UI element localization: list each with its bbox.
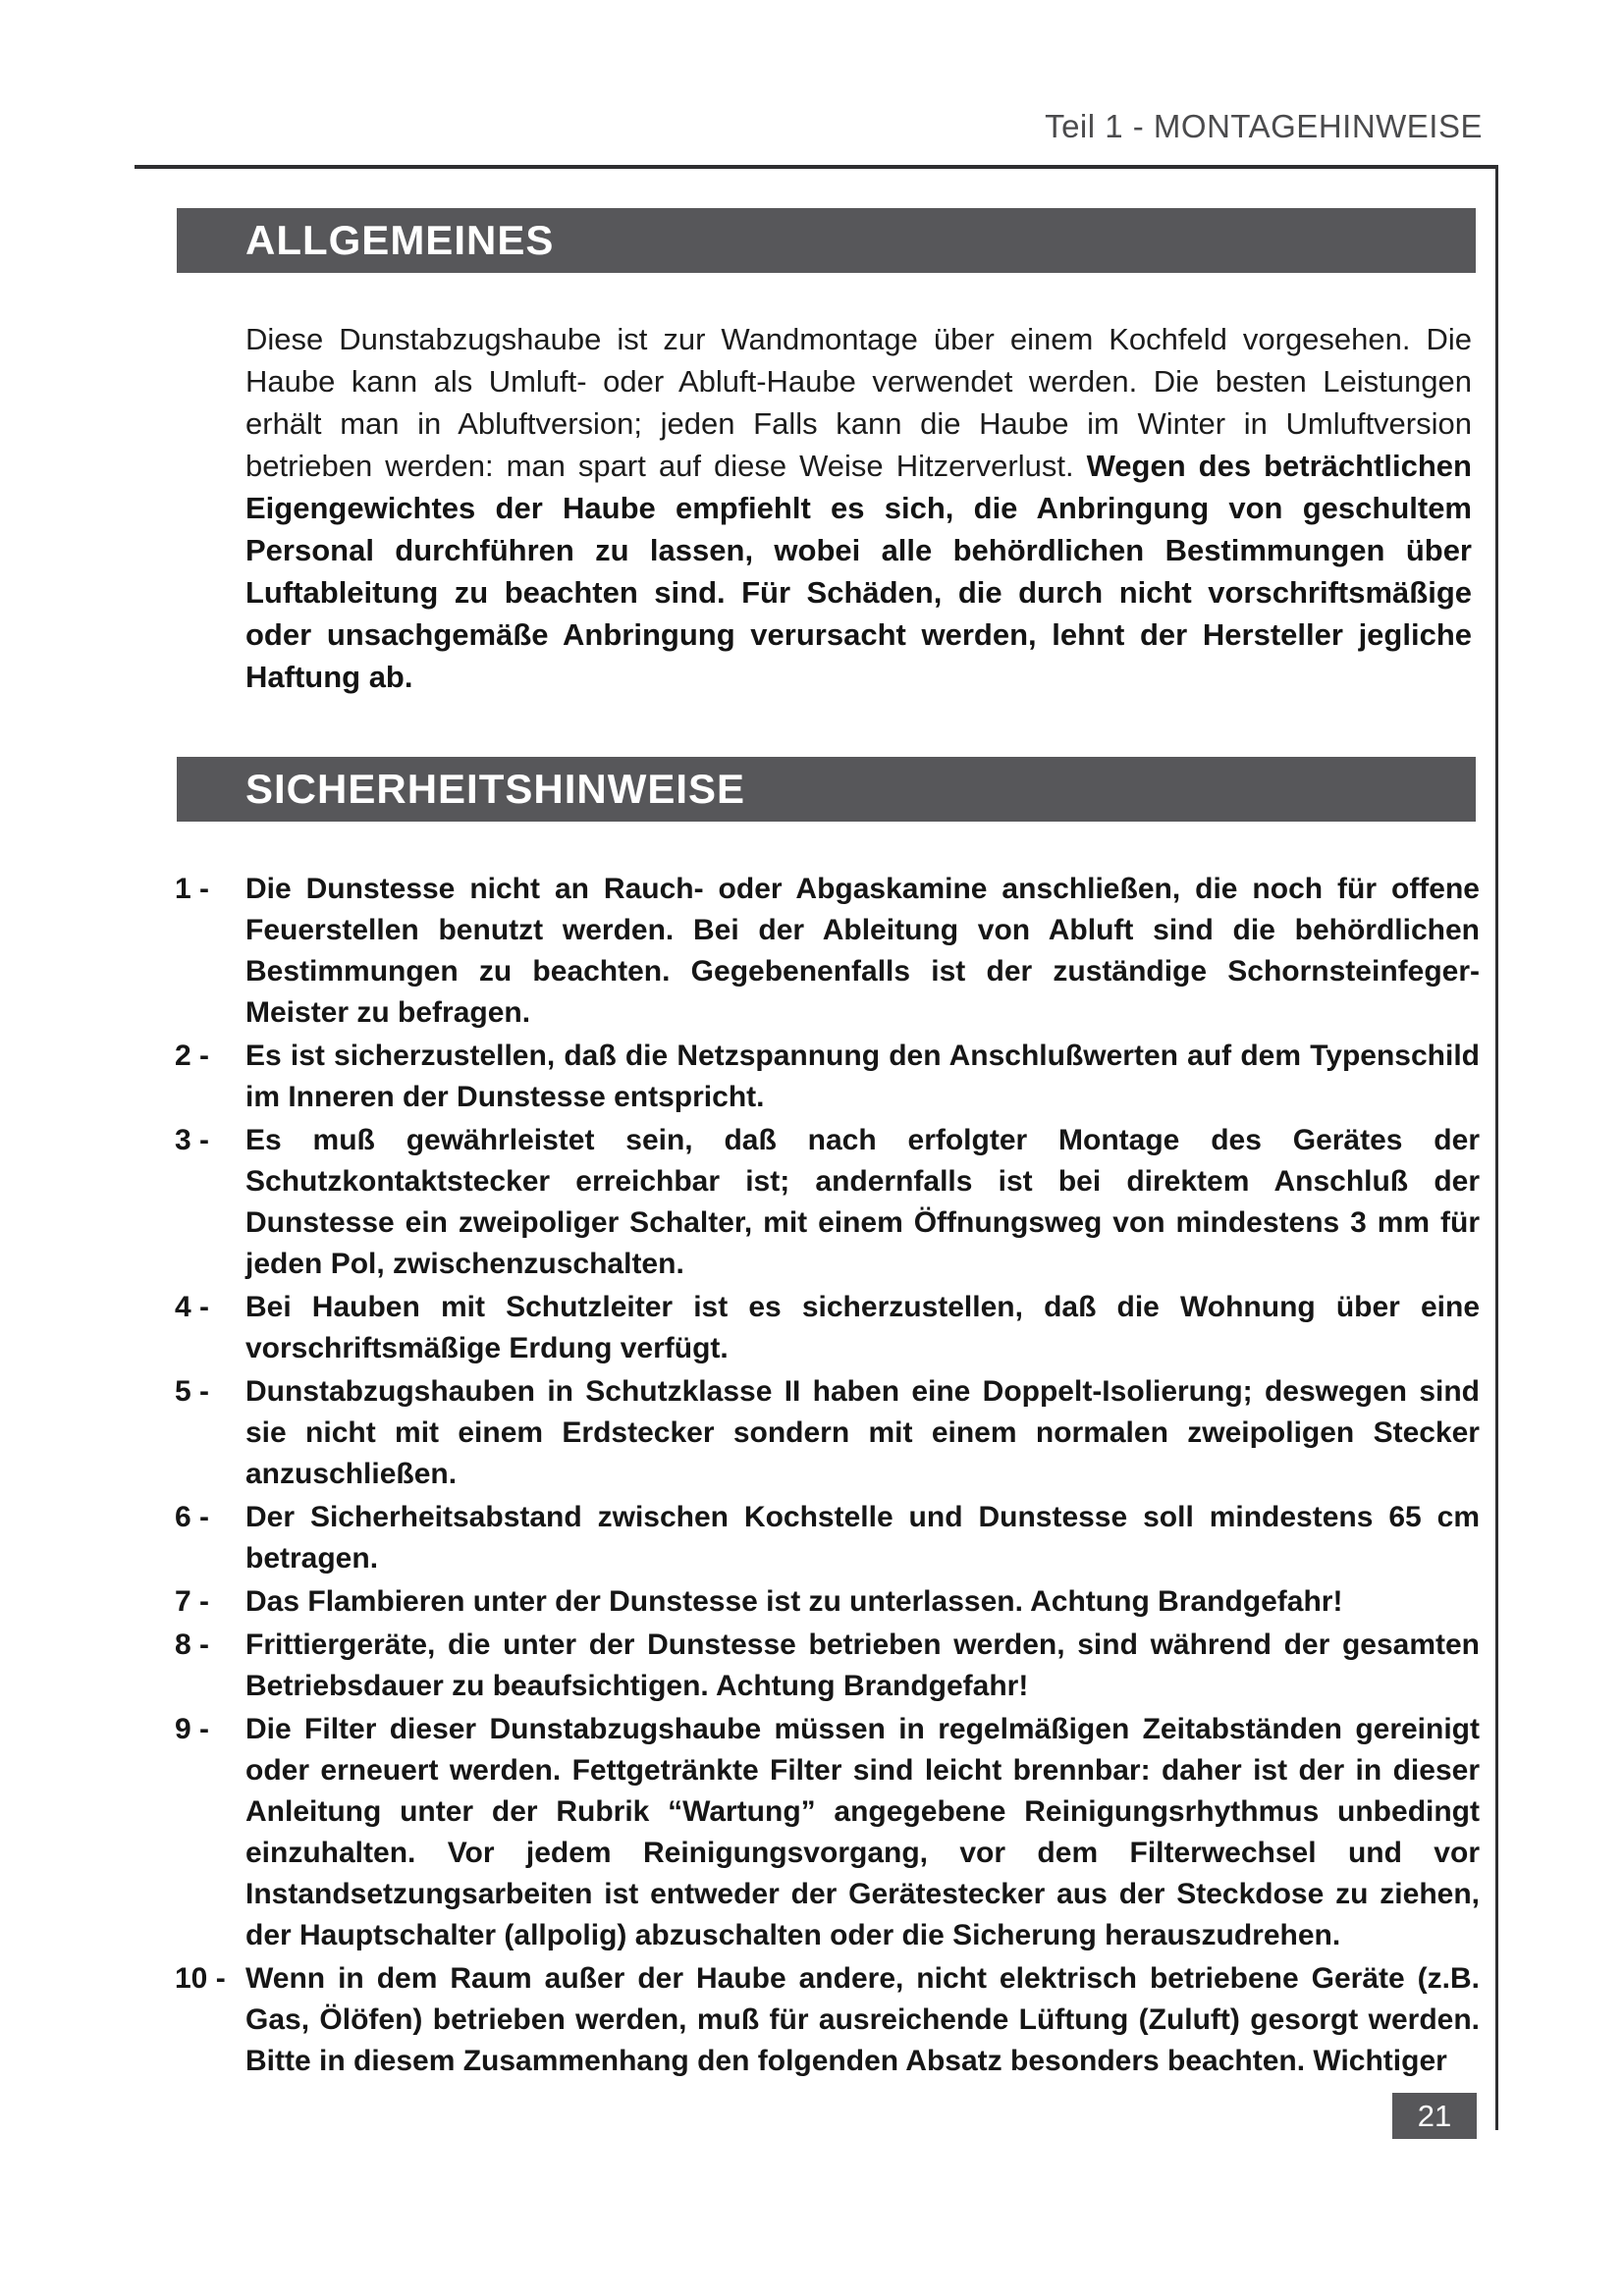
safety-list-item <box>175 1958 1480 2082</box>
list-item-number: 10 - <box>175 1962 226 1995</box>
list-item-number: 3 - <box>175 1124 210 1156</box>
page-header-title: Teil 1 - MONTAGEHINWEISE <box>1045 108 1483 144</box>
list-item-number: 6 - <box>175 1501 210 1533</box>
content-area <box>135 169 1495 2084</box>
safety-list-item <box>175 1371 1480 1495</box>
safety-list-item <box>175 1709 1480 1956</box>
section-title-sicherheitshinweise: SICHERHEITSHINWEISE <box>177 757 1476 822</box>
safety-list-item <box>175 1625 1480 1707</box>
list-item-number: 8 - <box>175 1629 210 1661</box>
allgemeines-paragraph <box>245 318 1472 698</box>
list-item-text: Der Sicherheitsabstand zwischen Kochstelle und Dunstesse soll mindestens 65 cm betragen. <box>245 1501 1480 1575</box>
safety-list-item <box>175 1581 1480 1623</box>
list-item-text: Es ist sicherzustellen, daß die Netzspannung den Anschlußwerten auf dem Typenschild im Inneren der Dunstesse entspricht. <box>245 1040 1480 1113</box>
list-item-number: 4 - <box>175 1291 210 1323</box>
list-item-text: Die Filter dieser Dunstabzugshaube müssen in regelmäßigen Zeitabständen gereinigt oder erneuert werden. Fettgetränkte Filter sind leicht brennbar: daher ist der in dieser Anleitung unter der Rubrik “Wartung” angegebene Reinigungsrhythmus unbedingt einzuhalten. Vor jedem Reinigungsvorgang, vor dem Filterwechsel und vor Instandsetzungsarbeiten ist entweder der Gerätestecker aus der Steckdose zu ziehen, der Hauptschalter (allpolig) abzuschalten oder die Sicherung herauszudrehen. <box>245 1713 1480 1951</box>
list-item-text: Frittiergeräte, die unter der Dunstesse betrieben werden, sind während der gesamten Betriebsdauer zu beaufsichtigen. Achtung Brandgefahr! <box>245 1629 1480 1702</box>
list-item-text: Bei Hauben mit Schutzleiter ist es sicherzustellen, daß die Wohnung über eine vorschriftsmäßige Erdung verfügt. <box>245 1291 1480 1364</box>
list-item-number: 7 - <box>175 1585 210 1618</box>
list-item-number: 5 - <box>175 1375 210 1408</box>
safety-list-item <box>175 1497 1480 1579</box>
safety-list-item <box>175 1287 1480 1369</box>
safety-list-item <box>175 1120 1480 1285</box>
list-item-number: 2 - <box>175 1040 210 1072</box>
allgemeines-paragraph-bold: Wegen des beträchtlichen Eigengewichtes der Haube empfiehlt es sich, die Anbringung von geschultem Personal durchführen zu lassen, wobei alle behördlichen Bestimmungen über Luftableitung zu beachten sind. Für Schäden, die durch nicht vorschriftsmäßige oder unsachgemäße Anbringung verursacht werden, lehnt der Hersteller jegliche Haftung ab. <box>245 449 1472 694</box>
list-item-text: Wenn in dem Raum außer der Haube andere, nicht elektrisch betriebene Geräte (z.B. Gas, Ölöfen) betrieben werden, muß für ausreichende Lüftung (Zuluft) gesorgt werden. Bitte in diesem Zusammenhang den folgenden Absatz besonders beachten. Wichtiger <box>245 1962 1480 2077</box>
list-item-text: Das Flambieren unter der Dunstesse ist zu unterlassen. Achtung Brandgefahr! <box>245 1585 1343 1618</box>
list-item-text: Dunstabzugshauben in Schutzklasse II haben eine Doppelt-Isolierung; deswegen sind sie nicht mit einem Erdstecker sondern mit einem normalen zweipoligen Stecker anzuschließen. <box>245 1375 1480 1490</box>
page-number-badge: 21 <box>1392 2093 1477 2139</box>
allgemeines-paragraph-normal: Diese Dunstabzugshaube ist zur Wandmontage über einem Kochfeld vorgesehen. Die Haube kann als Umluft- oder Abluft-Haube verwendet werden. Die besten Leistungen erhält man in Abluftversion; jeden Falls kann die Haube im Winter in Umluftversion betrieben werden: man spart auf diese Weise Hitzerverlust. <box>245 322 1472 483</box>
safety-list-item <box>175 869 1480 1034</box>
list-item-number: 9 - <box>175 1713 210 1745</box>
list-item-text: Es muß gewährleistet sein, daß nach erfolgter Montage des Gerätes der Schutzkontaktstecker erreichbar ist; andernfalls ist bei direktem Anschluß der Dunstesse ein zweipoliger Schalter, mit einem Öffnungsweg von mindestens 3 mm für jeden Pol, zwischenzuschalten. <box>245 1124 1480 1280</box>
list-item-number: 1 - <box>175 873 210 905</box>
safety-instructions-list <box>175 869 1480 2082</box>
section-title-allgemeines: ALLGEMEINES <box>177 208 1476 273</box>
list-item-text: Die Dunstesse nicht an Rauch- oder Abgaskamine anschließen, die noch für offene Feuerstellen benutzt werden. Bei der Ableitung von Abluft sind die behördlichen Bestimmungen zu beachten. Gegebenenfalls ist der zuständige Schornsteinfeger-Meister zu befragen. <box>245 873 1480 1029</box>
safety-list-item <box>175 1036 1480 1118</box>
right-margin-rule <box>1495 165 1498 2130</box>
